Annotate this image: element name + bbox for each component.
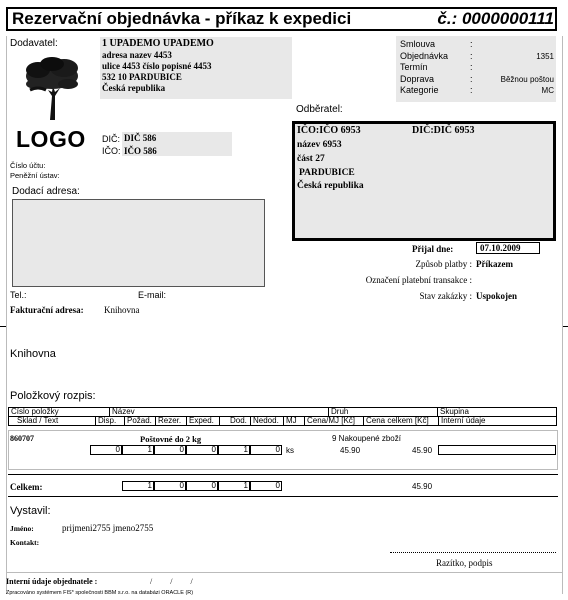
total-price: 45.90 — [412, 482, 433, 491]
total-dod: 1 — [218, 481, 250, 491]
total-rezer: 0 — [154, 481, 186, 491]
email-label: E-mail: — [138, 290, 167, 300]
issued-title: Vystavil: — [10, 505, 51, 517]
order-info-colon: : — [470, 85, 473, 95]
payment-method-label: Způsob platby : — [415, 259, 472, 269]
order-info-label: Doprava — [400, 73, 435, 84]
col-header-warehouse: Sklad / Text — [8, 416, 96, 426]
col-header-dod: Dod. — [219, 416, 251, 426]
col-header-pozad: Požad. — [124, 416, 156, 426]
col-header-internal: Interní údaje — [438, 416, 557, 426]
order-info-colon: : — [470, 62, 473, 72]
issued-name-label: Jméno: — [10, 524, 34, 533]
logo-text: LOGO — [16, 126, 86, 152]
supplier-dic-value: DIČ 586 — [124, 133, 157, 143]
billing-label: Fakturační adresa: — [10, 305, 84, 315]
item-type: 9 Nakoupené zboží — [332, 434, 401, 443]
tree-icon — [22, 56, 82, 120]
total-nedod: 0 — [250, 481, 282, 491]
billing-value: Knihovna — [104, 305, 140, 315]
consignee-dic: DIČ:DIČ 6953 — [412, 125, 475, 136]
order-info-value: 1351 — [536, 51, 554, 61]
order-info-label: Termín — [400, 62, 428, 72]
order-info-colon: : — [470, 73, 473, 84]
internal-label: Interní údaje objednatele : — [6, 577, 98, 586]
col-header-group: Skupina — [437, 407, 557, 417]
col-header-mj: MJ — [283, 416, 305, 426]
stamp-label: Razítko, podpis — [436, 558, 493, 568]
supplier-ico-label: IČO: — [102, 146, 121, 156]
item-nedod: 0 — [250, 445, 282, 455]
internal-value: / / / — [150, 577, 193, 586]
consignee-ico: IČO:IČO 6953 — [297, 125, 361, 136]
bank-institution-label: Peněžní ústav: — [10, 171, 60, 180]
consignee-country: Česká republika — [297, 181, 364, 191]
payment-designation-label: Označení platební transakce : — [365, 275, 472, 285]
order-info-colon: : — [470, 39, 473, 49]
received-date: 07.10.2009 — [480, 243, 521, 253]
order-info-value: MC — [541, 86, 554, 95]
item-pozad: 1 — [122, 445, 154, 455]
processed-note: Zpracováno systémem FIS* společnosti BBM s.r.o. na databázi ORACLE (R) — [6, 590, 194, 596]
item-total-price: 45.90 — [412, 446, 433, 455]
items-title: Položkový rozpis: — [10, 390, 96, 402]
consignee-name: název 6953 — [297, 140, 342, 150]
item-internal-box — [438, 445, 556, 455]
col-header-type: Druh — [328, 407, 438, 417]
delivery-label: Dodací adresa: — [12, 186, 80, 197]
supplier-address1: adresa nazev 4453 — [102, 50, 172, 60]
total-divider — [8, 474, 558, 475]
bank-account-label: Číslo účtu: — [10, 161, 46, 170]
item-code: 860707 — [10, 434, 34, 443]
supplier-country: Česká republika — [102, 83, 166, 93]
item-name: Poštovné do 2 kg — [140, 434, 202, 444]
total-exped: 0 — [186, 481, 218, 491]
issued-name-value: prijmeni2755 jmeno2755 — [62, 523, 154, 533]
order-info-value: Běžnou poštou — [500, 74, 554, 84]
order-info-label: Smlouva — [400, 39, 436, 49]
supplier-label: Dodavatel: — [10, 38, 58, 49]
item-dod: 1 — [218, 445, 250, 455]
item-rezer: 0 — [154, 445, 186, 455]
col-header-exped: Exped. — [186, 416, 220, 426]
order-status-label: Stav zakázky : — [419, 291, 472, 301]
col-header-rezer: Rezer. — [155, 416, 187, 426]
order-number: č.: 0000000111 — [437, 9, 554, 28]
document-title: Rezervační objednávka - příkaz k expedici — [12, 9, 352, 28]
col-header-unit-price: Cena/MJ [Kč] — [304, 416, 364, 426]
supplier-ico-value: IČO 586 — [124, 146, 157, 156]
supplier-city: 532 10 PARDUBICE — [102, 72, 182, 82]
col-header-name: Název — [109, 407, 329, 417]
consignee-label: Odběratel: — [296, 104, 343, 115]
order-info-label: Objednávka — [400, 50, 449, 61]
item-mj: ks — [286, 446, 294, 455]
total-pozad: 1 — [122, 481, 154, 491]
consignee-part: část 27 — [297, 154, 325, 164]
consignee-city: PARDUBICE — [299, 168, 355, 178]
order-status-value: Uspokojen — [476, 291, 518, 301]
supplier-name: 1 UPADEMO UPADEMO — [102, 38, 214, 49]
item-disp: 0 — [90, 445, 122, 455]
total-bottom-divider — [8, 496, 558, 497]
supplier-address2: ulice 4453 číslo popisné 4453 — [102, 61, 212, 71]
order-info-colon: : — [470, 50, 473, 61]
col-header-disp: Disp. — [95, 416, 125, 426]
item-exped: 0 — [186, 445, 218, 455]
frame-left — [6, 36, 7, 594]
library-text: Knihovna — [10, 348, 56, 360]
signature-line — [390, 552, 556, 553]
total-label: Celkem: — [10, 482, 43, 492]
col-header-item-number: Číslo položky — [8, 407, 110, 417]
tel-label: Tel.: — [10, 290, 27, 300]
order-info-label: Kategorie — [400, 85, 439, 95]
received-label: Přijal dne: — [412, 244, 454, 254]
item-unit-price: 45.90 — [340, 446, 361, 455]
delivery-address-box — [12, 199, 265, 287]
col-header-total-price: Cena celkem [Kč] — [363, 416, 439, 426]
col-header-nedod: Nedod. — [250, 416, 284, 426]
frame-bottom — [6, 572, 563, 573]
supplier-dic-label: DIČ: — [102, 134, 120, 144]
frame-right — [562, 36, 563, 594]
payment-method-value: Příkazem — [476, 259, 513, 269]
issued-contact-label: Kontakt: — [10, 538, 40, 547]
